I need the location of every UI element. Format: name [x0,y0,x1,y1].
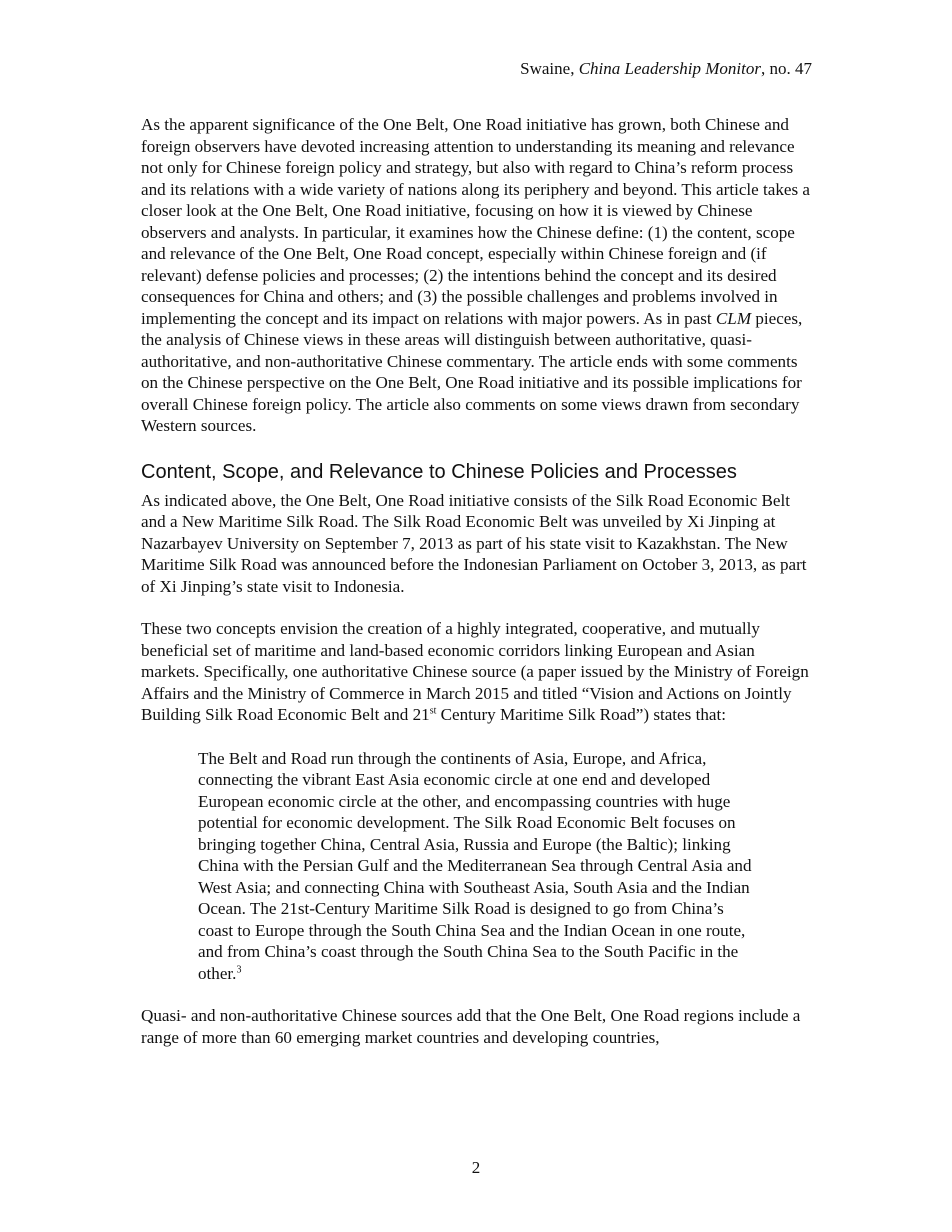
section-paragraph-3: Quasi- and non-authoritative Chinese sources add that the One Belt, One Road regions include a range of more than 60 emerging market countries and developing countries, [141,1006,801,1047]
running-header [520,58,812,80]
intro-paragraph: As the apparent significance of the One Belt, One Road initiative has grown, both Chinese and foreign observers have devoted increasing attention to understanding its meaning and relevance not only for Chinese foreign policy and strategy, but also with regard to China’s reform process and its relations with a wide variety of nations along its periphery and beyond. This article takes a closer look at the One Belt, One Road initiative, focusing on how it is viewed by Chinese observers and analysts. In particular, it examines how the Chinese define: (1) the content, scope and relevance of the One Belt, One Road concept, especially within Chinese foreign and (if relevant) defense policies and processes; (2) the intentions behind the concept and its desired consequences for China and others; and (3) the possible challenges and problems involved in implementing the concept and its impact on relations with major powers. As in past CLM pieces, the analysis of Chinese views in these areas will distinguish between authoritative, quasi-authoritative, and non-authoritative Chinese commentary. The article ends with some comments on the Chinese perspective on the One Belt, One Road initiative and its possible implications for overall Chinese foreign policy. The article also comments on some views drawn from secondary Western sources. [141,115,811,435]
header-journal-title: China Leadership Monitor [578,59,761,78]
block-quote: The Belt and Road run through the continents of Asia, Europe, and Africa, connecting the vibrant East Asia economic circle at one end and developed European economic circle at the other, and encompassing countries with huge potential for economic development. The Silk Road Economic Belt focuses on bringing together China, Central Asia, Russia and Europe (the Baltic); linking China with the Persian Gulf and the Mediterranean Sea through Central Asia and West Asia; and connecting China with Southeast Asia, South Asia and the Indian Ocean. The 21st-Century Maritime Silk Road is designed to go from China’s coast to Europe through the South China Sea and the Indian Ocean in one route, and from China’s coast through the South China Sea to the South Pacific in the other.$^3$ [198,748,752,983]
section-paragraph-2: These two concepts envision the creation of a highly integrated, cooperative, and mutually beneficial set of maritime and land-based economic corridors linking European and Asian markets. Specifically, one authoritative Chinese source (a paper issued by the Ministry of Foreign Affairs and the Ministry of Commerce in March 2015 and titled “Vision and Actions on Jointly Building Silk Road Economic Belt and 21st Century Maritime Silk Road”) states that: [141,619,809,724]
page-number: 2 [471,1158,481,1177]
section-paragraph-1: As indicated above, the One Belt, One Road initiative consists of the Silk Road Economic Belt and a New Maritime Silk Road. The Silk Road Economic Belt was unveiled by Xi Jinping at Nazarbayev University on September 7, 2013 as part of his state visit to Kazakhstan. The New Maritime Silk Road was announced before the Indonesian Parliament on October 3, 2013, as part of Xi Jinping’s state visit to Indonesia. [141,490,807,596]
header-author: Swaine, [520,59,579,78]
body-content [141,114,816,1048]
clm-abbreviation: CLM [715,308,752,328]
section-heading: Content, Scope, and Relevance to Chinese Policies and Processes [141,460,737,483]
footnote-reference: 3 [236,963,242,975]
header-issue: , no. 47 [761,59,812,78]
ordinal-superscript: st [429,705,437,717]
